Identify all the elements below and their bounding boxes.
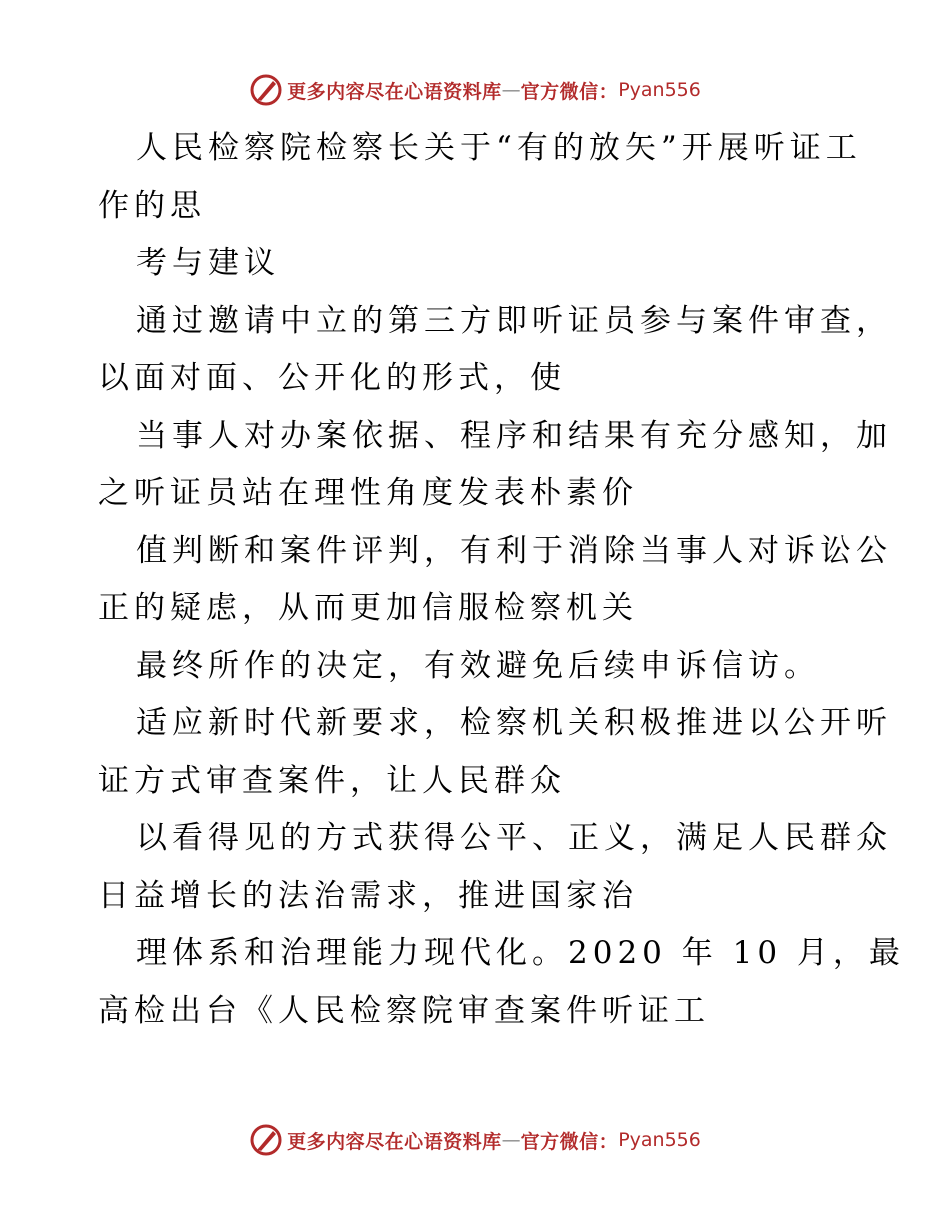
text-line: 考与建议: [136, 245, 280, 281]
text-line: 最终所作的决定，有效避免后续申诉信访。: [136, 647, 820, 684]
text-line: 高检出台《人民检察院审查案件听证工: [98, 992, 710, 1029]
text-line: 以看得见的方式获得公平、正义，满足人民群众: [136, 820, 892, 856]
text-line: 通过邀请中立的第三方即听证员参与案件审查，: [136, 302, 892, 339]
header-watermark: [0, 70, 950, 110]
text-line: 日益增长的法治需求，推进国家治: [98, 877, 638, 914]
text-line: 适应新时代新要求，检察机关积极推进以公开听: [136, 705, 892, 741]
watermark-official-text: 官方微信：: [520, 1130, 619, 1153]
watermark-official-text: 官方微信：: [520, 80, 619, 103]
document-body: [98, 120, 905, 1040]
text-line: 证方式审查案件，让人民群众: [98, 762, 566, 799]
text-line: 之听证员站在理性角度发表朴素价: [98, 475, 638, 511]
watermark-separator: —: [501, 79, 521, 101]
text-line: 以面对面、公开化的形式，使: [98, 360, 566, 396]
watermark-contact: Pyan556: [618, 1129, 701, 1151]
text-line: 作的思: [98, 187, 206, 224]
text-line: 值判断和案件评判，有利于消除当事人对诉讼公: [136, 532, 892, 569]
text-line: 正的疑虑，从而更加信服检察机关: [98, 590, 638, 626]
quill-pen-circle-icon: [249, 1123, 283, 1157]
footer-watermark: [0, 1120, 950, 1160]
watermark-site-text: 更多内容尽在心语资料库: [287, 1130, 502, 1153]
watermark-separator: —: [501, 1129, 521, 1151]
quill-pen-circle-icon: [249, 73, 283, 107]
text-line: 当事人对办案依据、程序和结果有充分感知，加: [136, 417, 892, 454]
watermark-site-text: 更多内容尽在心语资料库: [287, 80, 502, 103]
text-line: 理体系和治理能力现代化。2020 年 10 月，最: [136, 935, 905, 971]
text-line: 人民检察院检察长关于“有的放矢”开展听证工: [136, 130, 862, 166]
watermark-contact: Pyan556: [618, 79, 701, 101]
